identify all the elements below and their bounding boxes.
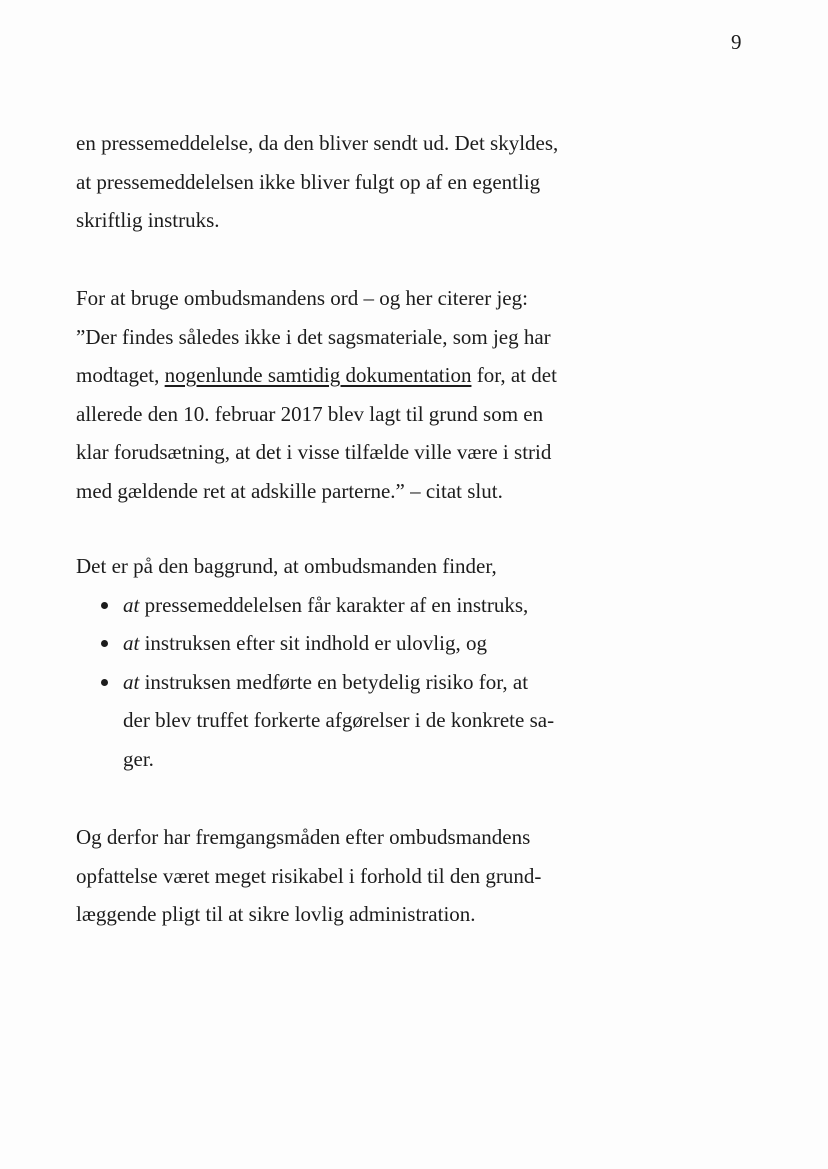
paragraph-line: en pressemeddelelse, da den bliver sendt ud. Det skyldes, bbox=[76, 131, 559, 155]
page-number: 9 bbox=[731, 30, 742, 54]
text-segment: for, at det bbox=[471, 363, 557, 387]
list-item-text: der blev truffet forkerte afgørelser i de konkrete sa- bbox=[123, 708, 555, 732]
paragraph-line: Og derfor har fremgangsmåden efter ombudsmandens bbox=[76, 825, 531, 849]
paragraph-line: med gældende ret at adskille parterne.” – citat slut. bbox=[76, 478, 503, 503]
paragraph-line: læggende pligt til at sikre lovlig administration. bbox=[76, 902, 476, 926]
text-segment: instruksen medførte en betydelig risiko for, at bbox=[139, 669, 529, 694]
paragraph-line: Det er på den baggrund, at ombudsmanden finder, bbox=[76, 554, 497, 578]
paragraph-line: skriftlig instruks. bbox=[76, 208, 220, 232]
paragraph-line: klar forudsætning, at det i visse tilfælde ville være i strid bbox=[76, 440, 552, 464]
list-item-text: ger. bbox=[123, 746, 154, 771]
paragraph-line: ”Der findes således ikke i det sagsmateriale, som jeg har bbox=[76, 324, 551, 349]
italic-lead: at bbox=[123, 631, 140, 655]
underlined-phrase: nogenlunde samtidig dokumentation bbox=[164, 363, 472, 387]
bullet-icon bbox=[101, 602, 108, 609]
italic-lead: at bbox=[123, 669, 140, 694]
paragraph-line-with-underline bbox=[76, 356, 557, 395]
paragraph-2-quote bbox=[76, 279, 557, 510]
list-item-text bbox=[123, 586, 554, 625]
text-segment: instruksen efter sit indhold er ulovlig, og bbox=[139, 631, 487, 655]
text-segment: pressemeddelelsen får karakter af en instruks, bbox=[139, 592, 529, 617]
italic-lead: at bbox=[123, 592, 140, 617]
text-segment: modtaget, bbox=[76, 363, 165, 387]
list-item-text bbox=[123, 663, 554, 702]
list-item-text bbox=[123, 624, 554, 663]
paragraph-line: allerede den 10. februar 2017 blev lagt til grund som en bbox=[76, 401, 544, 426]
list-item bbox=[76, 624, 554, 663]
paragraph-4-conclusion bbox=[76, 818, 541, 934]
findings-list bbox=[76, 586, 554, 779]
paragraph-3-findings bbox=[76, 547, 554, 778]
paragraph-line: opfattelse været meget risikabel i forhold til den grund- bbox=[76, 863, 542, 888]
paragraph-1 bbox=[76, 124, 558, 240]
list-item bbox=[76, 663, 554, 779]
bullet-icon bbox=[101, 640, 108, 647]
paragraph-line: For at bruge ombudsmandens ord – og her citerer jeg: bbox=[76, 286, 528, 310]
bullet-icon bbox=[101, 679, 108, 686]
list-item bbox=[76, 586, 554, 625]
paragraph-line: at pressemeddelelsen ikke bliver fulgt op af en egentlig bbox=[76, 169, 541, 194]
